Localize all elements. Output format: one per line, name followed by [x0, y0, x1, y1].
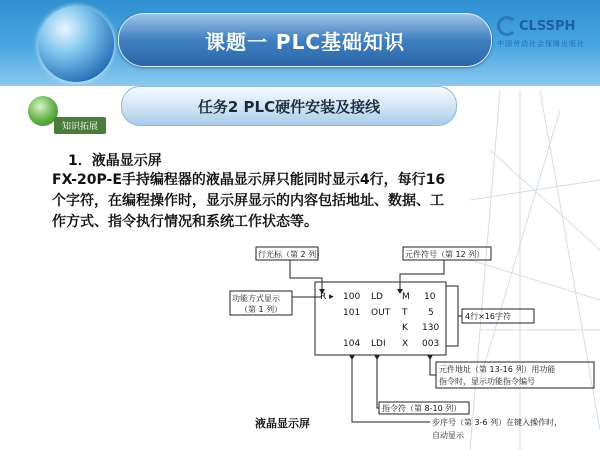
mode-label-line2: （第 1 列）	[240, 305, 283, 314]
section-heading: 1．液晶显示屏	[68, 153, 162, 169]
lcd-cell: 100	[343, 292, 361, 302]
lcd-cell: 104	[343, 339, 361, 349]
task-title: 任务2 PLC硬件安装及接线	[121, 86, 457, 126]
lcd-cell: LDI	[371, 339, 386, 349]
logo-text: CLSSPH	[519, 18, 576, 34]
lcd-cell: 10	[424, 292, 436, 302]
element-symbol-label: 元件符号（第 12 列）	[405, 250, 485, 259]
paragraph-line: 个字符，在编程操作时，显示屏显示的内容包括地址、数据、工	[52, 193, 444, 209]
element-address-label-line2: 指令时，显示功能指令编号	[439, 377, 535, 386]
size-label: 4行×16字符	[465, 312, 511, 321]
mode-label-line1: 功能方式显示	[232, 294, 280, 303]
lcd-cell: K	[402, 323, 408, 333]
lcd-cell: 101	[343, 308, 361, 318]
paragraph-line: FX-20P-E手持编程器的液晶显示屏只能同时显示4行，每行16	[52, 172, 446, 188]
instruction-label: 指令符（第 8-10 列）	[382, 404, 462, 413]
page-title: 课题一 PLC基础知识	[118, 13, 492, 67]
knowledge-badge-label: 知识拓展	[54, 117, 106, 134]
lcd-cell: R ▸	[320, 292, 334, 302]
step-label-line1: 步序号（第 3-6 列）在键入操作时，	[432, 418, 563, 427]
lcd-cell: 003	[422, 339, 440, 349]
lcd-cell: 130	[422, 323, 440, 333]
cursor-label: 行光标（第 2 列）	[258, 250, 325, 259]
lcd-cell: 5	[428, 308, 434, 318]
lcd-cell: X	[402, 339, 409, 349]
step-label-line2: 自动显示	[432, 431, 464, 440]
logo-subtitle: 中国劳动社会保障出版社	[497, 40, 585, 48]
diagram-caption: 液晶显示屏	[255, 417, 310, 430]
element-address-label-line1: 元件地址（第 13-16 列）用功能	[439, 365, 556, 374]
lcd-cell: LD	[371, 292, 383, 302]
lcd-cell: M	[402, 292, 410, 302]
paragraph-line: 作方式、指令执行情况和系统工作状态等。	[52, 214, 318, 230]
lcd-cell: T	[402, 308, 408, 318]
lcd-cell: OUT	[371, 308, 391, 318]
